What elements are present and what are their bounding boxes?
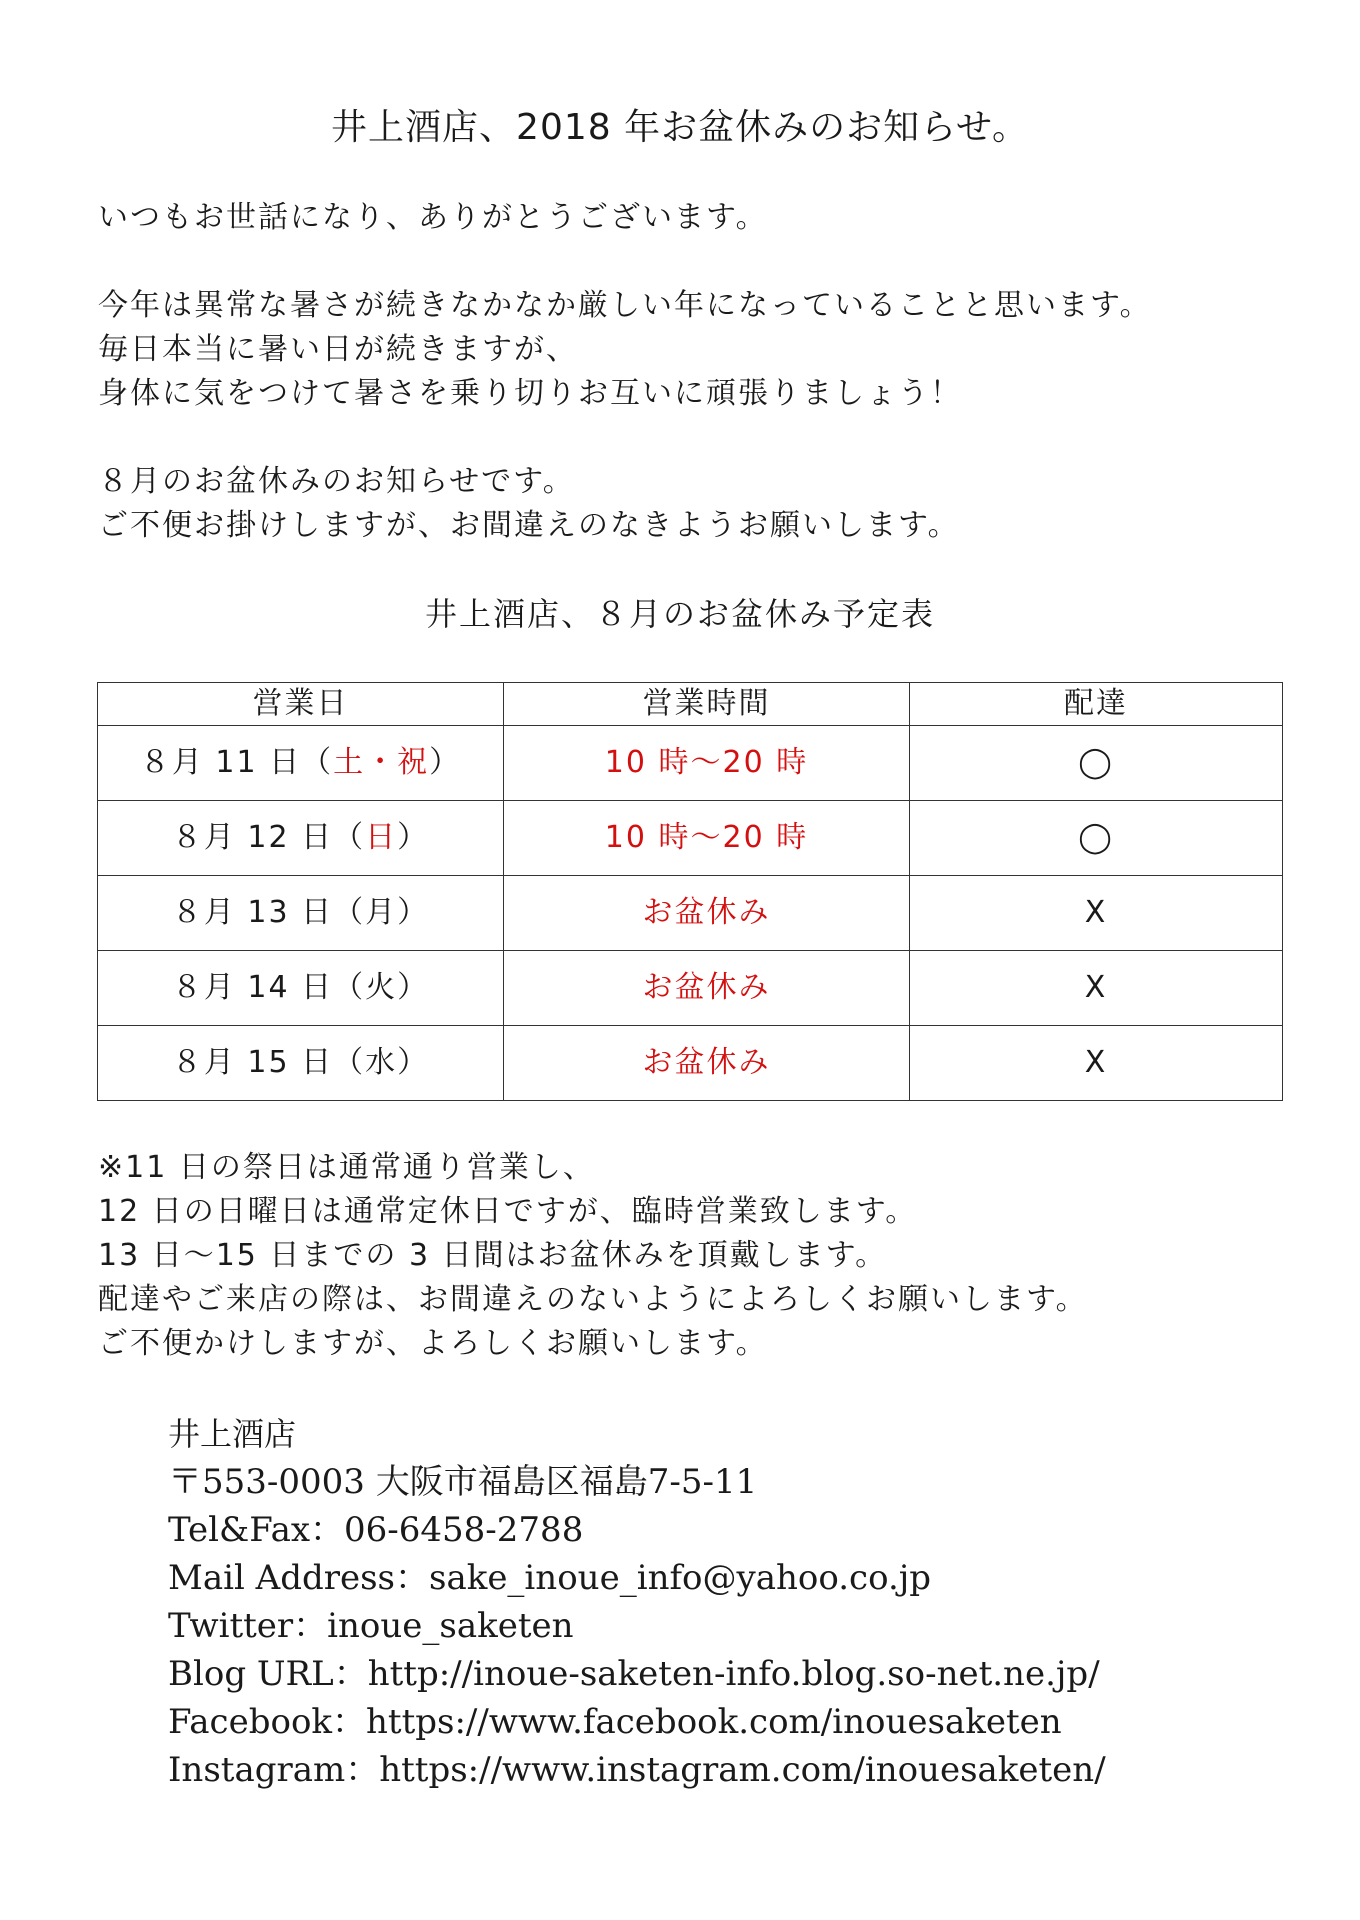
note-line-4: 配達やご来店の際は、お間違えのないようによろしくお願いします。 (98, 1282, 1088, 1317)
row-hours: 10 時〜20 時 (504, 801, 910, 876)
note-line-1: ※11 日の祭日は通常通り営業し、 (98, 1150, 595, 1185)
paren-close: ） (429, 745, 462, 780)
note-line-2: 12 日の日曜日は通常定休日ですが、臨時営業致します。 (98, 1194, 918, 1229)
shop-name: 井上酒店 (168, 1415, 297, 1453)
paren-open: （ (333, 895, 366, 930)
row-date: ８月 15 日 (171, 1045, 334, 1080)
schedule-table (97, 682, 1283, 1101)
paren-open: （ (333, 1045, 366, 1080)
greeting-paragraph (98, 196, 1278, 240)
row-date-cell (98, 726, 504, 801)
row-hours: 10 時〜20 時 (504, 726, 910, 801)
row-date-cell (98, 801, 504, 876)
table-row (98, 876, 1283, 951)
notice-line-1: ８月のお盆休みのお知らせです。 (98, 464, 575, 499)
paren-open: （ (333, 970, 366, 1005)
weather-line-1: 今年は異常な暑さが続きなかなか厳しい年になっていることと思います。 (98, 288, 1152, 323)
note-line-5: ご不便かけしますが、よろしくお願いします。 (98, 1326, 768, 1361)
note-line-3: 13 日〜15 日までの 3 日間はお盆休みを頂戴します。 (98, 1238, 888, 1273)
row-date: ８月 13 日 (171, 895, 334, 930)
row-day: 土・祝 (333, 745, 430, 780)
paren-open: （ (333, 820, 366, 855)
row-delivery: X (910, 1026, 1283, 1101)
row-hours: お盆休み (504, 1026, 910, 1101)
table-row (98, 801, 1283, 876)
shop-twitter: Twitter：inoue_saketen (168, 1606, 574, 1646)
notice-line-2: ご不便お掛けしますが、お間違えのなきようお願いします。 (98, 508, 960, 543)
row-date: ８月 12 日 (171, 820, 334, 855)
row-delivery: X (910, 951, 1283, 1026)
header-delivery: 配達 (910, 683, 1283, 726)
table-row (98, 1026, 1283, 1101)
shop-mail: Mail Address：sake_inoue_info@yahoo.co.jp (168, 1558, 932, 1598)
shop-instagram: Instagram：https://www.instagram.com/inouesaketen/ (168, 1750, 1106, 1790)
shop-address: 〒553-0003 大阪市福島区福島7-5-11 (168, 1462, 758, 1502)
table-row (98, 726, 1283, 801)
header-business-day: 営業日 (98, 683, 504, 726)
row-hours: お盆休み (504, 876, 910, 951)
row-date-cell (98, 951, 504, 1026)
document-title: 井上酒店、2018 年お盆休みのお知らせ。 (331, 107, 1029, 148)
header-business-hours: 営業時間 (504, 683, 910, 726)
paren-close: ） (397, 895, 430, 930)
row-date: ８月 14 日 (171, 970, 334, 1005)
row-delivery: ◯ (910, 801, 1283, 876)
row-date: ８月 11 日 (139, 745, 302, 780)
paren-close: ） (397, 1045, 430, 1080)
shop-blog-url: Blog URL：http://inoue-saketen-info.blog.so-net.ne.jp/ (168, 1654, 1100, 1694)
table-header-row (98, 683, 1283, 726)
paren-open: （ (301, 745, 334, 780)
weather-paragraph (98, 284, 1278, 416)
row-delivery: X (910, 876, 1283, 951)
contact-block (168, 1410, 1318, 1794)
paren-close: ） (397, 820, 430, 855)
row-date-cell (98, 1026, 504, 1101)
notes-paragraph (98, 1146, 1278, 1366)
row-delivery: ◯ (910, 726, 1283, 801)
paren-close: ） (397, 970, 430, 1005)
row-day: 日 (365, 820, 398, 855)
weather-line-2: 毎日本当に暑い日が続きますが、 (98, 332, 578, 367)
row-day: 水 (365, 1045, 398, 1080)
shop-facebook: Facebook：https://www.facebook.com/inouesaketen (168, 1702, 1062, 1742)
greeting-line: いつもお世話になり、ありがとうございます。 (98, 200, 768, 235)
schedule-title: 井上酒店、８月のお盆休み予定表 (424, 595, 935, 633)
notice-paragraph (98, 460, 1278, 548)
row-day: 月 (365, 895, 398, 930)
table-row (98, 951, 1283, 1026)
row-date-cell (98, 876, 504, 951)
row-day: 火 (365, 970, 398, 1005)
weather-line-3: 身体に気をつけて暑さを乗り切りお互いに頑張りましょう！ (98, 376, 962, 411)
row-hours: お盆休み (504, 951, 910, 1026)
shop-tel-fax: Tel&Fax：06-6458-2788 (168, 1510, 584, 1550)
